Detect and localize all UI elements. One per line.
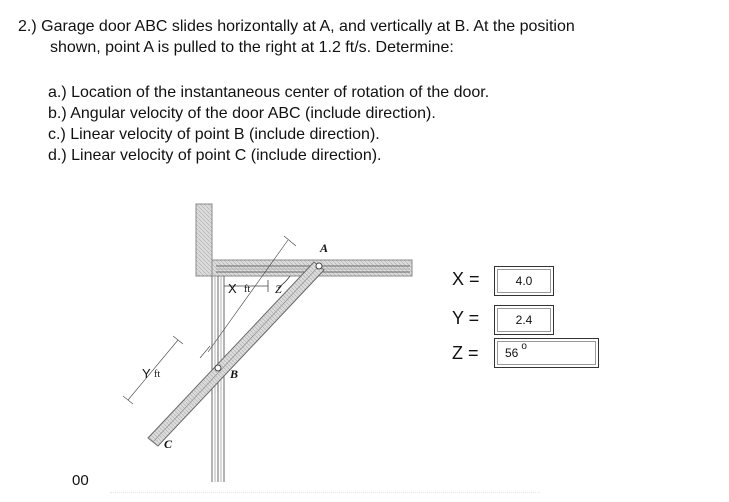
label-z: Z [275, 282, 282, 296]
label-x: X [228, 281, 237, 296]
variable-x-box [494, 266, 554, 296]
variable-z-value: 56 [505, 346, 519, 360]
label-c: C [164, 437, 173, 451]
variable-x-label: X = [452, 269, 480, 289]
question-b: b.) Angular velocity of the door ABC (include direction). [48, 105, 436, 122]
question-a: a.) Location of the instantaneous center of rotation of the door. [48, 84, 490, 101]
variable-z-box [494, 338, 599, 368]
variable-z-unit: o [521, 340, 527, 352]
pin-a [316, 263, 322, 269]
pin-b [215, 365, 221, 371]
question-c: c.) Linear velocity of point B (include direction). [48, 126, 380, 143]
faint-scale-line [110, 486, 540, 493]
label-b: B [230, 367, 239, 381]
problem-statement [18, 16, 575, 58]
variable-y-label: Y = [452, 308, 480, 328]
variable-y-box [494, 305, 554, 335]
label-y: Y [142, 366, 151, 381]
page-number: 00 [72, 472, 89, 489]
variable-x-value: 4.0 [515, 274, 533, 288]
label-x-unit: ft [244, 284, 251, 295]
problem-line-2: shown, point A is pulled to the right at 1.2 ft/s. Determine: [50, 39, 454, 56]
question-d: d.) Linear velocity of point C (include direction). [48, 147, 382, 164]
question-list [48, 82, 489, 166]
label-y-unit: ft [154, 369, 161, 380]
variable-z-label: Z = [452, 343, 479, 363]
variable-y-value: 2.4 [515, 313, 533, 327]
label-a: A [320, 241, 329, 255]
wall-frame [196, 204, 412, 276]
problem-line-1: 2.) Garage door ABC slides horizontally at A, and vertically at B. At the position [18, 18, 575, 35]
garage-door-figure [118, 190, 418, 490]
